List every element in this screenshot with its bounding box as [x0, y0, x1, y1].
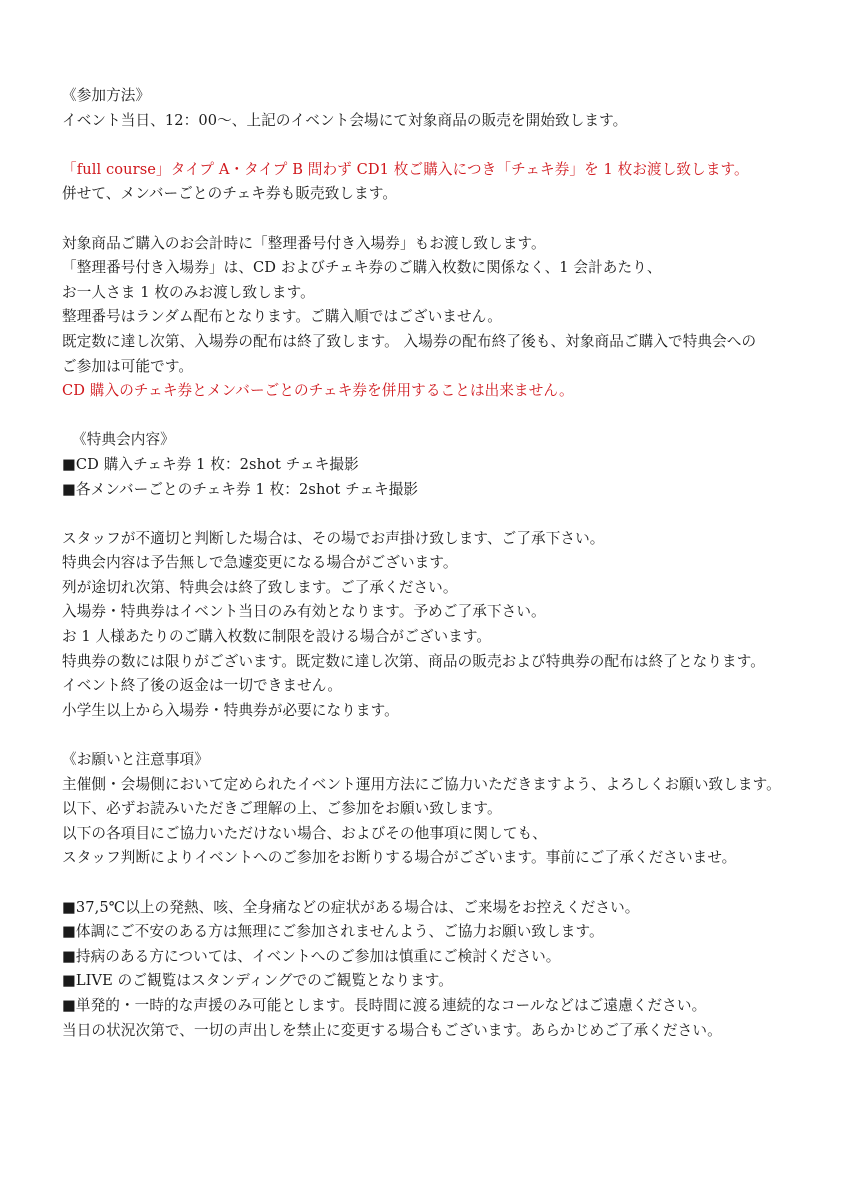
request-item-standing: ■LIVE のご観覧はスタンディングでのご観覧となります。 — [62, 972, 454, 990]
benefit-note: 特典券の数には限りがございます。既定数に達し次第、商品の販売および特典券の配布は終了となります。 — [62, 652, 765, 670]
participation-line-8: ご参加は可能です。 — [62, 357, 194, 375]
participation-line-5: お一人さま 1 枚のみお渡し致します。 — [62, 283, 315, 301]
participation-line-2: 併せて、メンバーごとのチェキ券も販売致します。 — [62, 185, 398, 203]
benefit-note: 小学生以上から入場券・特典券が必要になります。 — [62, 701, 399, 719]
participation-line-3: 対象商品ご購入のお会計時に「整理番号付き入場券」もお渡し致します。 — [62, 234, 546, 252]
requests-intro-line: 以下、必ずお読みいただきご理解の上、ご参加をお願い致します。 — [62, 800, 502, 818]
participation-line-6: 整理番号はランダム配布となります。ご購入順ではございません。 — [62, 308, 502, 326]
participation-red-notice-1: 「full course」タイプ A・タイプ B 問わず CD1 枚ご購入につき「チェキ券」を 1 枚お渡し致します。 — [62, 160, 749, 178]
participation-heading: 《参加方法》 — [62, 87, 151, 104]
blank-line — [62, 502, 842, 527]
requests-intro-line: 以下の各項目にご協力いただけない場合、およびその他事項に関しても、 — [62, 824, 547, 842]
benefits-section — [62, 428, 842, 723]
blank-line — [62, 133, 842, 158]
benefit-note: イベント終了後の返金は一切できません。 — [62, 677, 343, 695]
blank-line — [62, 404, 842, 429]
request-item-voice-ban: 当日の状況次第で、一切の声出しを禁止に変更する場合もございます。あらかじめご了承ください。 — [62, 1021, 722, 1039]
request-item-cheering: ■単発的・一時的な声援のみ可能とします。長時間に渡る連続的なコールなどはご遠慮ください。 — [62, 996, 707, 1014]
request-item-chronic: ■持病のある方については、イベントへのご参加は慎重にご検討ください。 — [62, 947, 561, 965]
blank-line — [62, 723, 842, 748]
blank-line — [62, 207, 842, 232]
benefit-item-member: ■各メンバーごとのチェキ券 1 枚：2shot チェキ撮影 — [62, 480, 419, 498]
benefit-note: 列が途切れ次第、特典会は終了致します。ご了承ください。 — [62, 578, 458, 596]
benefit-note: 特典会内容は予告無しで急遽変更になる場合がございます。 — [62, 554, 458, 572]
participation-section — [62, 84, 842, 404]
request-item-health: ■体調にご不安のある方は無理にご参加されませんよう、ご協力お願い致します。 — [62, 923, 604, 941]
requests-intro-line: 主催側・会場側において定められたイベント運用方法にご協力いただきますよう、よろしくお願い致します。 — [62, 775, 781, 793]
participation-line-1: イベント当日、12：00〜、上記のイベント会場にて対象商品の販売を開始致します。 — [62, 111, 628, 129]
requests-intro-line: スタッフ判断によりイベントへのご参加をお断りする場合がございます。事前にご了承くださいませ。 — [62, 849, 737, 867]
blank-line — [62, 871, 842, 896]
benefit-note: スタッフが不適切と判断した場合は、その場でお声掛け致します、ご了承下さい。 — [62, 529, 605, 547]
document-page — [62, 84, 842, 1043]
benefit-note: 入場券・特典券はイベント当日のみ有効となります。予めご了承下さい。 — [62, 603, 546, 621]
participation-line-7: 既定数に達し次第、入場券の配布は終了致します。 入場券の配布終了後も、対象商品ご購入で特典会への — [62, 332, 757, 350]
benefit-note: お 1 人様あたりのご購入枚数に制限を設ける場合がございます。 — [62, 628, 492, 646]
participation-red-notice-2: CD 購入のチェキ券とメンバーごとのチェキ券を併用することは出来ません。 — [62, 382, 574, 400]
requests-section — [62, 748, 842, 1043]
benefit-item-cd: ■CD 購入チェキ券 1 枚：2shot チェキ撮影 — [62, 455, 359, 473]
participation-line-4: 「整理番号付き入場券」は、CD およびチェキ券のご購入枚数に関係なく、1 会計あたり、 — [62, 259, 662, 277]
request-item-fever: ■37,5℃以上の発熱、咳、全身痛などの症状がある場合は、ご来場をお控えください。 — [62, 898, 640, 916]
benefits-heading: 《特典会内容》 — [72, 431, 175, 449]
requests-heading: 《お願いと注意事項》 — [62, 751, 209, 769]
